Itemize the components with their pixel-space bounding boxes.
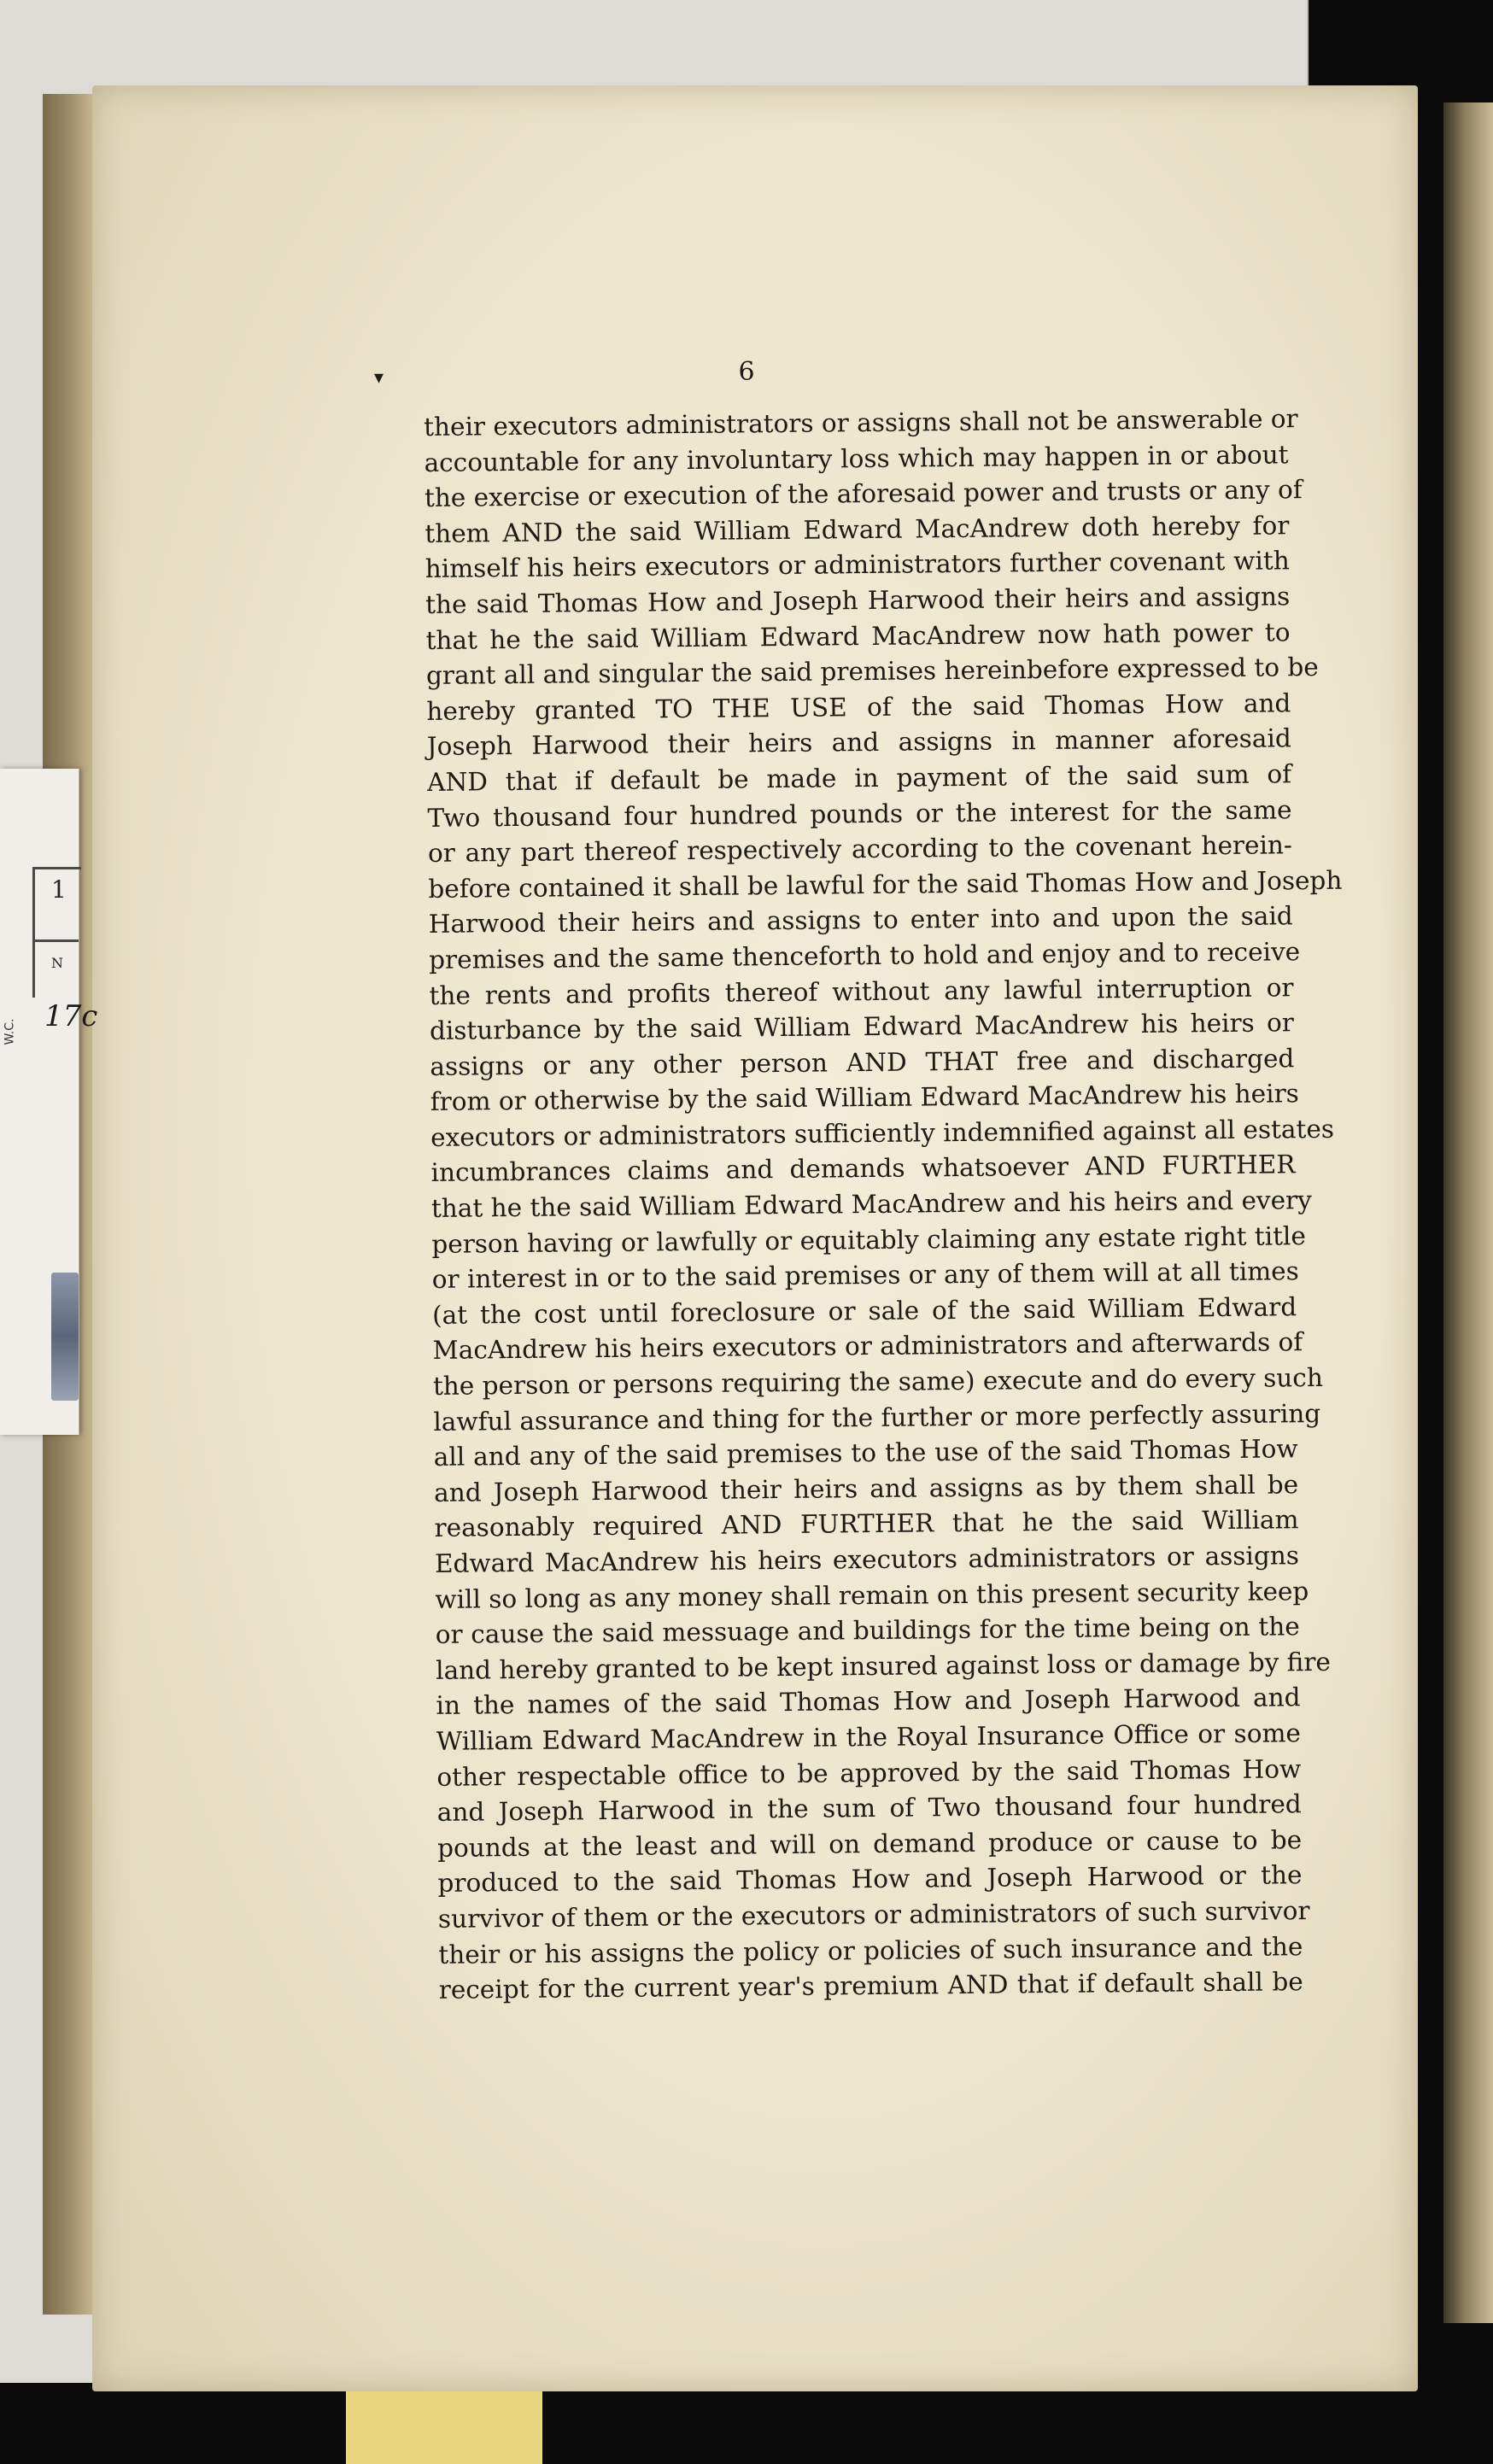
text-line: person having or lawfully or equitably claiming any estate right title — [431, 1220, 1307, 1259]
text-line: grant all and singular the said premises hereinbefore expressed to be — [425, 653, 1319, 691]
text-line: their or his assigns the policy or policies of such insurance and the — [438, 1931, 1303, 1969]
text-line: William Edward MacAndrew in the Royal Insurance Office or some — [436, 1718, 1302, 1756]
text-line: in the names of the said Thomas How and Joseph Harwood and — [436, 1683, 1301, 1721]
text-line: himself his heirs executors or administrators further covenant with — [424, 546, 1290, 584]
text-line: receipt for the current year's premium AND that if default shall be — [438, 1967, 1303, 2005]
text-line: assigns or any other person AND THAT free and discharged — [430, 1043, 1295, 1081]
side-label-rule-2 — [32, 939, 79, 942]
text-line: or cause the said messuage and buildings for the time being on the — [435, 1612, 1300, 1650]
text-line: and Joseph Harwood their heirs and assigns as by them shall be — [434, 1470, 1299, 1507]
text-line: and Joseph Harwood in the sum of Two thousand four hundred — [436, 1789, 1302, 1828]
text-line: them AND the said William Edward MacAndrew doth hereby for — [424, 511, 1290, 548]
text-line: before contained it shall be lawful for the said Thomas How and Joseph — [428, 865, 1343, 904]
text-line: Two thousand four hundred pounds or the interest for the same — [427, 794, 1292, 833]
text-line: Edward MacAndrew his heirs executors administrators or assigns — [434, 1541, 1300, 1578]
text-line: Joseph Harwood their heirs and assigns in manner aforesaid — [426, 723, 1291, 762]
page-number: 6 — [738, 357, 755, 387]
side-label-line-2: N — [51, 955, 63, 971]
text-line: land hereby granted to be kept insured against loss or damage by fire — [436, 1647, 1332, 1685]
side-label-line-3: W.C. — [3, 1018, 17, 1045]
text-line: the exercise or execution of the aforesaid power and trusts or any of — [424, 475, 1303, 513]
text-line: that he the said William Edward MacAndrew and his heirs and every — [430, 1185, 1313, 1224]
side-label-handwritten: 17c — [44, 999, 98, 1033]
text-line: the said Thomas How and Joseph Harwood their heirs and assigns — [425, 582, 1291, 619]
text-line: all and any of the said premises to the use of the said Thomas How — [433, 1434, 1298, 1472]
text-line: that he the said William Edward MacAndrew now hath power to — [425, 617, 1291, 655]
side-label — [0, 769, 98, 1435]
text-line: the person or persons requiring the same) execute and do every such — [432, 1362, 1324, 1401]
margin-mark: ▾ — [374, 367, 384, 389]
text-line: accountable for any involuntary loss which may happen in or about — [424, 439, 1289, 477]
text-line: premises and the same thenceforth to hold and enjoy and to receive — [429, 937, 1301, 974]
text-line: or any part thereof respectively according to the covenant herein- — [427, 830, 1293, 869]
text-line: lawful assurance and thing for the further or more perfectly assuring — [433, 1398, 1321, 1437]
text-line: reasonably required AND FURTHER that he the said William — [434, 1505, 1299, 1543]
text-line: pounds at the least and will on demand produce or cause to be — [436, 1824, 1303, 1863]
text-line: Harwood their heirs and assigns to enter into and upon the said — [428, 901, 1293, 939]
text-line: disturbance by the said William Edward MacAndrew his heirs or — [429, 1008, 1295, 1046]
facing-page-edge — [1443, 102, 1493, 2323]
postage-stamp-icon — [51, 1273, 79, 1401]
text-line: from or otherwise by the said William Edward MacAndrew his heirs — [430, 1079, 1300, 1117]
text-line: AND that if default be made in payment of the said sum of — [427, 759, 1292, 797]
text-line: the rents and profits thereof without any lawful interruption or — [429, 972, 1294, 1010]
text-line: or interest in or to the said premises or any of them will at all times — [431, 1256, 1299, 1295]
text-line: executors or administrators sufficiently indemnified against all estates — [430, 1114, 1335, 1152]
text-line: MacAndrew his heirs executors or administrators and afterwards of — [432, 1327, 1303, 1366]
text-line: their executors administrators or assigns shall not be answerable or — [424, 404, 1298, 442]
text-line: produced to the said Thomas How and Joseph Harwood or the — [437, 1860, 1303, 1899]
bottom-paper-tab — [346, 2383, 542, 2464]
text-line: will so long as any money shall remain on this present security keep — [435, 1576, 1309, 1614]
text-line: survivor of them or the executors or administrators of such survivor — [437, 1896, 1310, 1934]
text-line: (at the cost until foreclosure or sale of the said William Edward — [432, 1292, 1297, 1330]
document-body — [424, 401, 1343, 2008]
text-line: other respectable office to be approved by the said Thomas How — [436, 1753, 1302, 1792]
text-line: hereby granted TO THE USE of the said Thomas How and — [426, 688, 1291, 726]
text-line: incumbrances claims and demands whatsoever AND FURTHER — [430, 1150, 1296, 1188]
side-label-line-1: 1 — [51, 875, 67, 904]
